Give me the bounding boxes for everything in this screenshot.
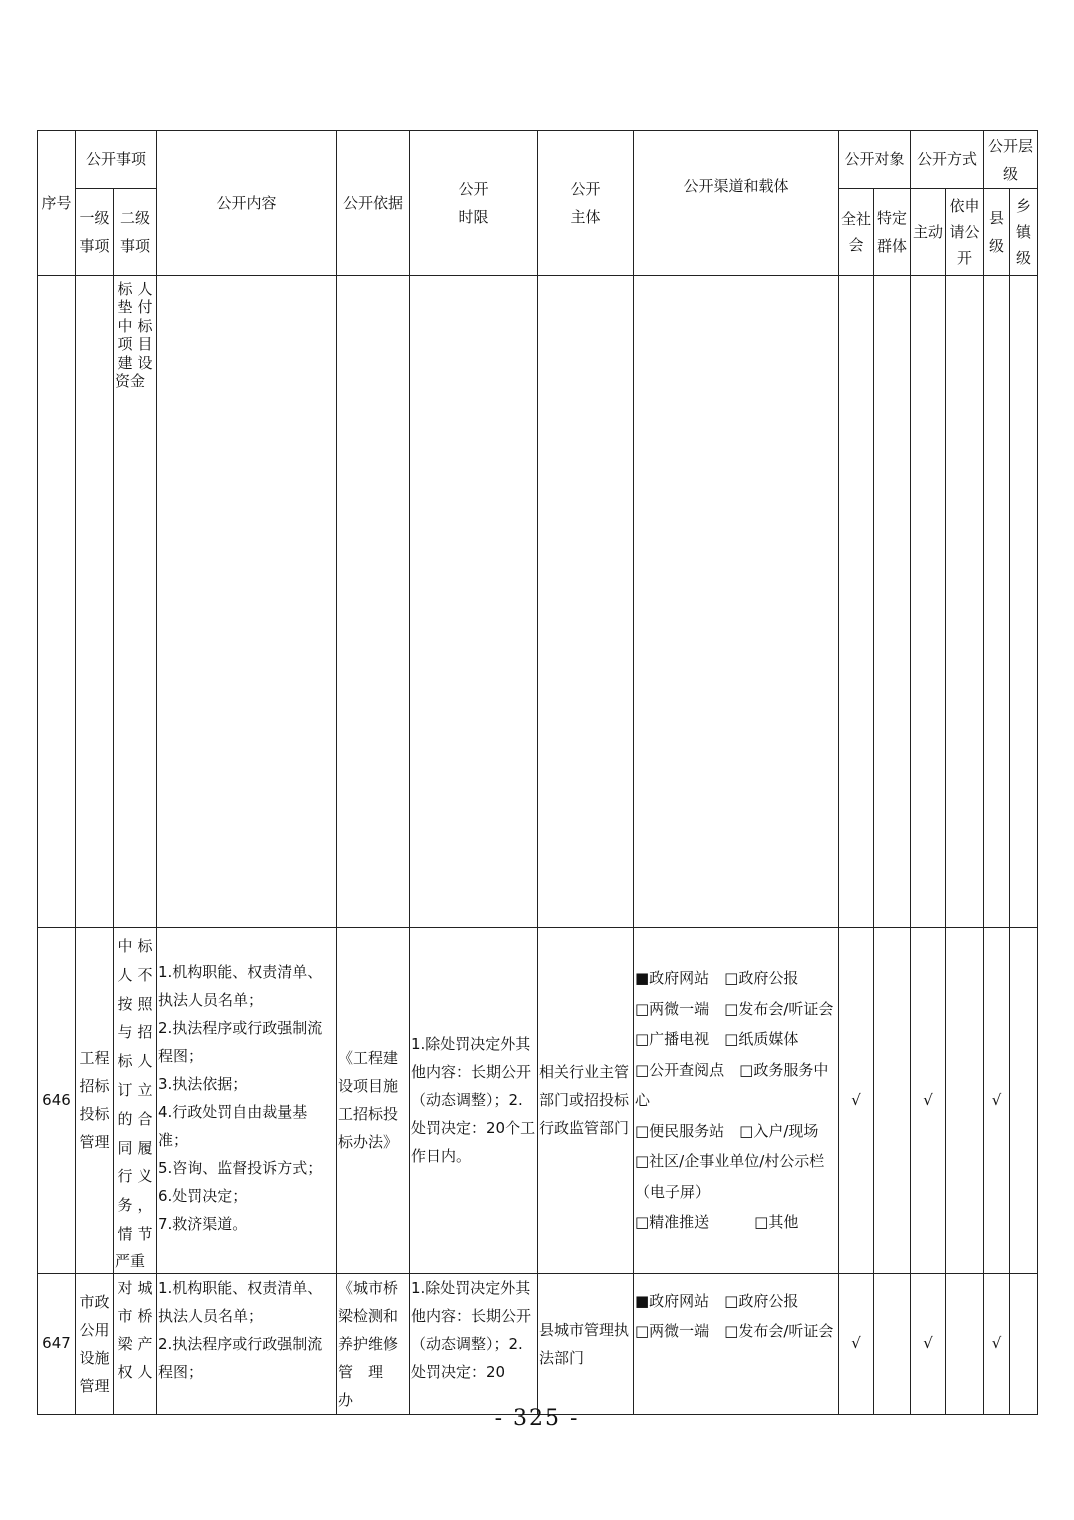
level2-char: 人 <box>137 280 153 298</box>
cell-specific-group <box>874 1273 911 1414</box>
level2-char: 项 <box>117 335 133 354</box>
level2-char: 务 <box>117 1196 133 1215</box>
cell-level1: 工程招标投标管理 <box>76 928 114 1274</box>
cell-channel <box>634 276 839 928</box>
level2-char: 标 <box>137 316 153 335</box>
content-item: 6.处罚决定； <box>158 1187 248 1205</box>
content-list <box>158 1274 335 1386</box>
cell-content <box>157 276 337 928</box>
cell-seq: 646 <box>38 928 76 1274</box>
level2-vertical-text <box>115 276 155 390</box>
cell-on-request <box>946 276 984 928</box>
level2-char: 义 <box>137 1167 153 1186</box>
header-level: 公开层级 <box>984 131 1038 189</box>
cell-channel <box>634 928 839 1274</box>
channel-option: □两微一端 □发布会/听证会 <box>635 999 834 1018</box>
cell-county <box>984 276 1010 928</box>
channel-option: ■政府网站 □政府公报 <box>635 969 799 988</box>
header-channel: 公开渠道和载体 <box>634 131 839 276</box>
level2-char: 行 <box>117 1167 133 1186</box>
table-row <box>38 928 1038 1274</box>
cell-basis: 《城市桥梁检测和养护维修管 理 办 <box>337 1273 410 1414</box>
header-level1: 一级事项 <box>76 189 114 276</box>
level2-char: 建 <box>117 353 133 372</box>
content-item: 2.执法程序或行政强制流程图； <box>158 1019 323 1065</box>
channel-option: □精准推送 □其他 <box>635 1213 799 1232</box>
level2-char: 的 <box>117 1109 133 1128</box>
channel-option: □社区/企事业单位/村公示栏（电子屏） <box>635 1152 825 1201</box>
level2-char: 照 <box>137 994 153 1013</box>
header-township: 乡镇级 <box>1010 189 1038 276</box>
level2-char: 中 <box>117 316 133 335</box>
level2-char: 权 <box>117 1362 133 1381</box>
level2-vertical-text <box>115 932 155 1249</box>
level2-char: 同 <box>117 1138 133 1157</box>
level2-char: 目 <box>137 335 153 354</box>
header-content: 公开内容 <box>157 131 337 276</box>
level2-char: 标 <box>117 280 133 298</box>
cell-content <box>157 1273 337 1414</box>
channel-option: □广播电视 □纸质媒体 <box>635 1030 799 1049</box>
level2-tail: 严重 <box>115 1251 146 1270</box>
content-item: 3.执法依据； <box>158 1075 248 1093</box>
channel-option: □两微一端 □发布会/听证会 <box>635 1322 834 1341</box>
level2-char: 与 <box>117 1023 133 1042</box>
cell-basis <box>337 276 410 928</box>
level2-char: 情 <box>117 1224 133 1243</box>
level2-char: 桥 <box>137 1306 153 1325</box>
header-county: 县级 <box>984 189 1010 276</box>
cell-time-limit <box>410 276 538 928</box>
cell-active <box>911 276 946 928</box>
cell-all-society: √ <box>839 1273 874 1414</box>
cell-content <box>157 928 337 1274</box>
header-all-society: 全社会 <box>839 189 874 276</box>
cell-level1 <box>76 276 114 928</box>
cell-county: √ <box>984 928 1010 1274</box>
level2-char: 设 <box>137 353 153 372</box>
cell-level1: 市政公用设施管理 <box>76 1273 114 1414</box>
cell-seq: 647 <box>38 1273 76 1414</box>
channel-option: ■政府网站 □政府公报 <box>635 1291 799 1310</box>
level2-vertical-text <box>115 1274 155 1386</box>
content-list <box>158 958 335 1238</box>
level2-char: 按 <box>117 994 133 1013</box>
cell-active: √ <box>911 1273 946 1414</box>
cell-subject <box>538 276 634 928</box>
level2-char: 立 <box>137 1080 153 1099</box>
level2-char: 不 <box>137 965 153 984</box>
level2-char: 产 <box>137 1334 153 1353</box>
content-item: 5.咨询、监督投诉方式； <box>158 1159 323 1177</box>
level2-char: 合 <box>137 1109 153 1128</box>
cell-specific-group <box>874 276 911 928</box>
cell-time-limit: 1.除处罚决定外其他内容：长期公开（动态调整）；2.处罚决定：20个工作日内。 <box>410 928 538 1274</box>
cell-level2 <box>114 1273 157 1414</box>
level2-char: 市 <box>117 1306 133 1325</box>
cell-level2 <box>114 928 157 1274</box>
cell-all-society <box>839 276 874 928</box>
content-item: 1.机构职能、权责清单、执法人员名单； <box>158 963 323 1009</box>
page-number: - 325 - <box>494 1406 580 1431</box>
header-active: 主动 <box>911 189 946 276</box>
cell-on-request <box>946 928 984 1274</box>
content-item: 7.救济渠道。 <box>158 1215 248 1233</box>
header-specific-group: 特定群体 <box>874 189 911 276</box>
level2-char: 订 <box>117 1080 133 1099</box>
disclosure-table <box>37 130 1038 1415</box>
level2-char: 人 <box>117 965 133 984</box>
header-target: 公开对象 <box>839 131 911 189</box>
cell-specific-group <box>874 928 911 1274</box>
header-method: 公开方式 <box>911 131 984 189</box>
level2-char: 中 <box>117 937 133 955</box>
cell-seq <box>38 276 76 928</box>
content-item: 2.执法程序或行政强制流程图； <box>158 1334 323 1381</box>
cell-basis: 《工程建设项目施工招标投标办法》 <box>337 928 410 1274</box>
level2-char: 对 <box>117 1278 133 1297</box>
channel-list <box>635 1286 837 1347</box>
table-row <box>38 1273 1038 1414</box>
level2-char: 付 <box>137 298 153 317</box>
cell-channel <box>634 1273 839 1414</box>
level2-char: 履 <box>137 1138 153 1157</box>
cell-township <box>1010 1273 1038 1414</box>
cell-county: √ <box>984 1273 1010 1414</box>
level2-char: 标 <box>117 1052 133 1071</box>
table-row <box>38 276 1038 928</box>
cell-township <box>1010 276 1038 928</box>
level2-char: 节 <box>137 1224 153 1243</box>
header-time-limit: 公开 时限 <box>410 131 538 276</box>
cell-all-society: √ <box>839 928 874 1274</box>
level2-char: 标 <box>137 937 153 955</box>
level2-char: 垫 <box>117 298 133 317</box>
header-seq: 序号 <box>38 131 76 276</box>
cell-active: √ <box>911 928 946 1274</box>
level2-char: 梁 <box>117 1334 133 1353</box>
header-item-group: 公开事项 <box>76 131 157 189</box>
level2-char: 人 <box>137 1362 153 1381</box>
cell-level2 <box>114 276 157 928</box>
level2-tail: 资金 <box>115 372 146 391</box>
level2-char: 招 <box>137 1023 153 1042</box>
channel-option: □便民服务站 □入户/现场 <box>635 1121 819 1140</box>
cell-subject: 相关行业主管部门或招投标行政监管部门 <box>538 928 634 1274</box>
cell-on-request <box>946 1273 984 1414</box>
level2-char: 人 <box>137 1052 153 1071</box>
header-on-request: 依申请公开 <box>946 189 984 276</box>
cell-time-limit: 1.除处罚决定外其他内容：长期公开（动态调整）；2.处罚决定：20 <box>410 1273 538 1414</box>
level2-char: 城 <box>137 1278 153 1297</box>
level2-char: ， <box>137 1196 153 1215</box>
content-item: 4.行政处罚自由裁量基准； <box>158 1103 308 1149</box>
content-item: 1.机构职能、权责清单、执法人员名单； <box>158 1278 323 1325</box>
cell-subject: 县城市管理执法部门 <box>538 1273 634 1414</box>
channel-list <box>635 963 837 1238</box>
cell-township <box>1010 928 1038 1274</box>
header-subject: 公开 主体 <box>538 131 634 276</box>
channel-option: □公开查阅点 □政务服务中心 <box>635 1060 829 1110</box>
header-level2: 二级事项 <box>114 189 157 276</box>
header-basis: 公开依据 <box>337 131 410 276</box>
